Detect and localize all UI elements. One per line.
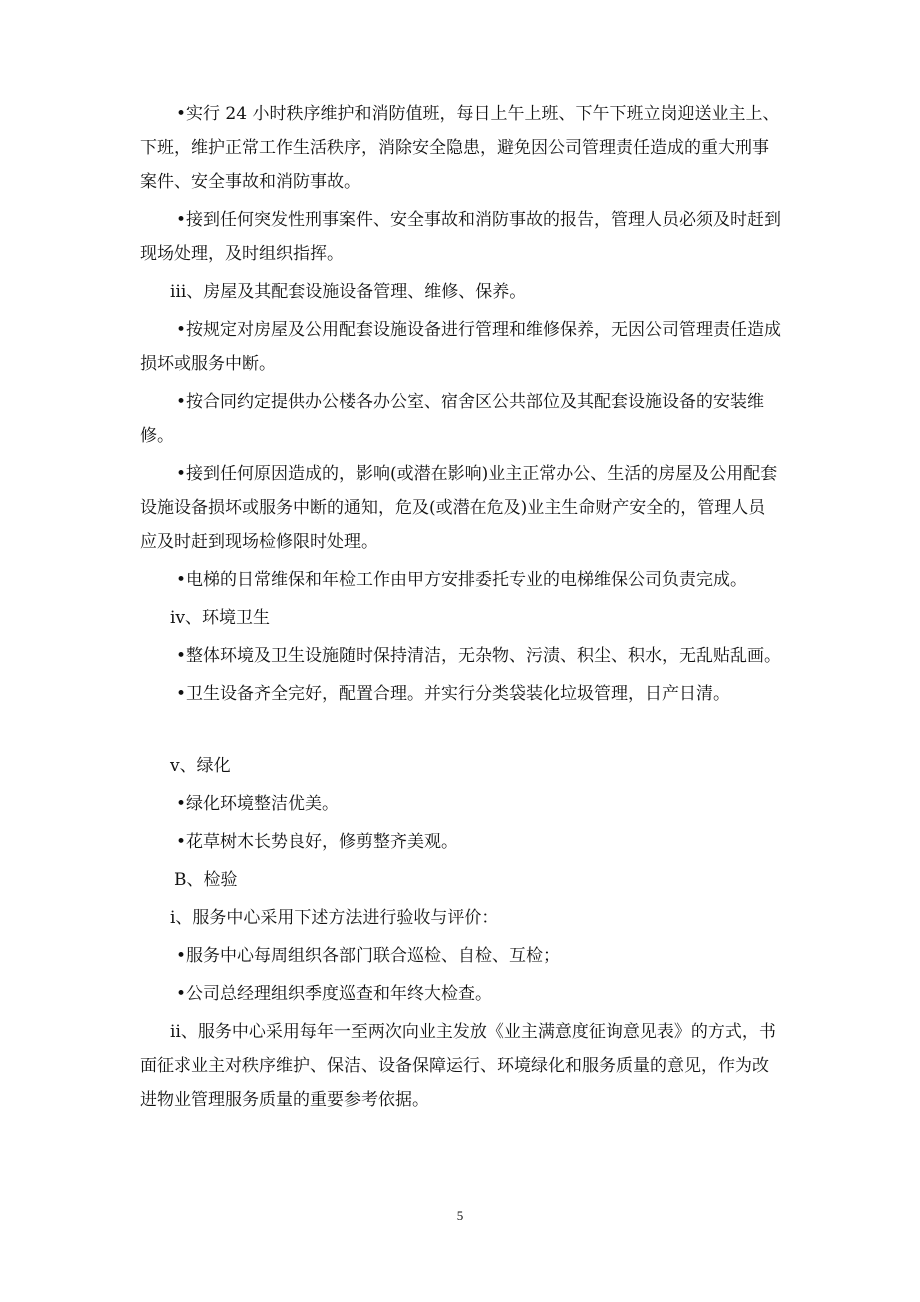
paragraph-elevator: •电梯的日常维保和年检工作由甲方安排委托专业的电梯维保公司负责完成。 bbox=[176, 570, 748, 590]
document-body bbox=[140, 97, 782, 1121]
paragraph-sanitation: •卫生设备齐全完好，配置合理。并实行分类袋装化垃圾管理，日产日清。 bbox=[176, 684, 731, 704]
paragraph-installation-repair: •按合同约定提供办公楼各办公室、宿舍区公共部位及其配套设施设备的安装维修。 bbox=[140, 392, 765, 446]
page-number: 5 bbox=[456, 1208, 464, 1223]
heading-inspection: B、检验 bbox=[174, 870, 238, 890]
paragraph-quarterly-inspection: •公司总经理组织季度巡查和年终大检查。 bbox=[176, 984, 493, 1004]
heading-greening: ⅴ、绿化 bbox=[170, 756, 231, 776]
paragraph-weekly-inspection: •服务中心每周组织各部门联合巡检、自检、互检； bbox=[176, 946, 561, 966]
paragraph-green-env: •绿化环境整洁优美。 bbox=[176, 794, 340, 814]
paragraph-emergency-response: •接到任何突发性刑事案件、安全事故和消防事故的报告，管理人员必须及时赶到现场处理，及时组织指挥。 bbox=[140, 210, 782, 264]
heading-building-facilities: ⅲ、房屋及其配套设施设备管理、维修、保养。 bbox=[170, 282, 527, 302]
spacer bbox=[140, 715, 782, 749]
paragraph-evaluation-methods: ⅰ、服务中心采用下述方法进行验收与评价： bbox=[170, 908, 499, 928]
paragraph-satisfaction-survey: ⅱ、服务中心采用每年一至两次向业主发放《业主满意度征询意见表》的方式，书面征求业主对秩序维护、保洁、设备保障运行、环境绿化和服务质量的意见，作为改进物业管理服务质量的重要参考依据。 bbox=[140, 1022, 776, 1110]
paragraph-facility-maintenance: •按规定对房屋及公用配套设施设备进行管理和维修保养，无因公司管理责任造成损坏或服务中断。 bbox=[140, 320, 782, 374]
paragraph-cleanliness: •整体环境及卫生设施随时保持清洁，无杂物、污渍、积尘、积水，无乱贴乱画。 bbox=[176, 646, 782, 666]
paragraph-fault-handling: •接到任何原因造成的，影响(或潜在影响)业主正常办公、生活的房屋及公用配套设施设备损坏或服务中断的通知，危及(或潜在危及)业主生命财产安全的，管理人员应及时赶到现场检修限时处理。 bbox=[140, 464, 778, 552]
paragraph-security-duty: •实行 24 小时秩序维护和消防值班，每日上午上班、下午下班立岗迎送业主上、下班，维护正常工作生活秩序，消除安全隐患，避免因公司管理责任造成的重大刑事案件、安全事故和消防事故。 bbox=[140, 104, 780, 192]
heading-environment: ⅳ、环境卫生 bbox=[170, 608, 271, 628]
paragraph-plants: •花草树木长势良好，修剪整齐美观。 bbox=[176, 832, 459, 852]
